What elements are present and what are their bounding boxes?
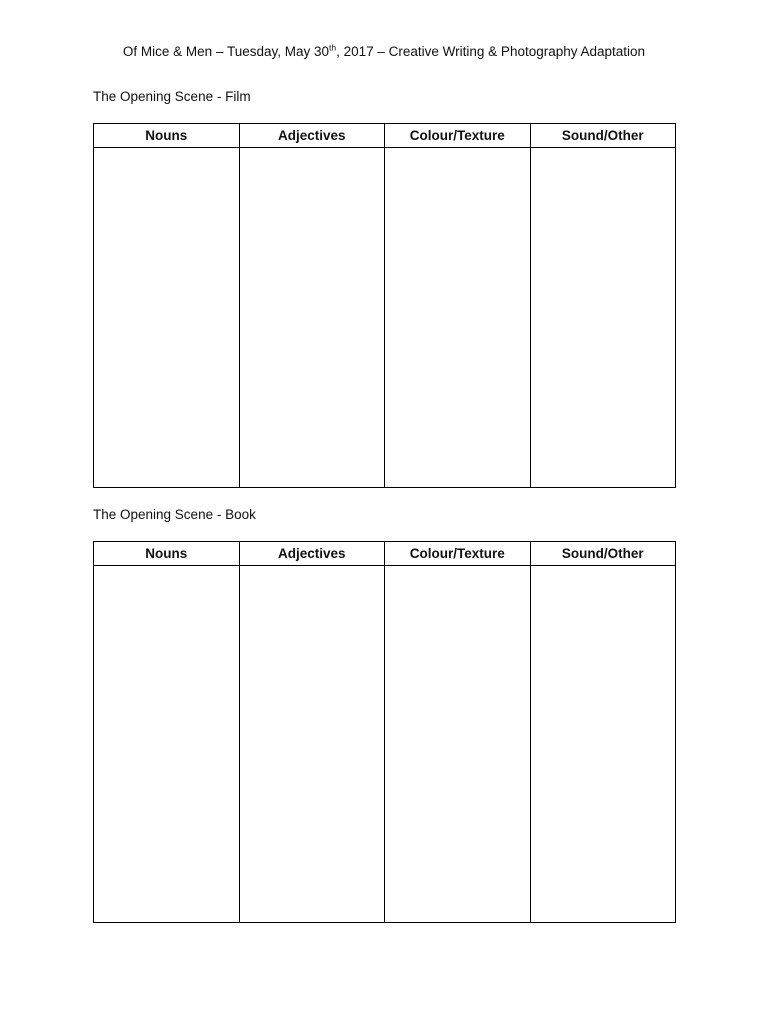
colour-texture-writing-cell[interactable] [385,566,531,923]
section-title-film: The Opening Scene - Film [93,89,251,104]
header-superscript: th [329,42,337,53]
nouns-writing-cell[interactable] [94,148,240,488]
column-header-sound-other: Sound/Other [530,542,676,566]
header-text-main: Of Mice & Men – Tuesday, May 30 [122,44,330,59]
column-header-sound-other: Sound/Other [530,124,676,148]
column-header-adjectives: Adjectives [239,542,385,566]
table-header-row [94,542,676,566]
section-title-book: The Opening Scene - Book [93,507,256,522]
column-header-adjectives: Adjectives [239,124,385,148]
table-row [94,566,676,923]
table-header-row [94,124,676,148]
table-row [94,148,676,488]
adjectives-writing-cell[interactable] [239,566,385,923]
adjectives-writing-cell[interactable] [239,148,385,488]
nouns-writing-cell[interactable] [94,566,240,923]
column-header-colour-texture: Colour/Texture [385,124,531,148]
sound-other-writing-cell[interactable] [530,148,676,488]
header-text-rest: , 2017 – Creative Writing & Photography Adaptation [336,44,646,59]
film-vocabulary-table [93,123,676,488]
page-header [0,42,768,62]
column-header-colour-texture: Colour/Texture [385,542,531,566]
column-header-nouns: Nouns [94,542,240,566]
book-vocabulary-table [93,541,676,923]
sound-other-writing-cell[interactable] [530,566,676,923]
colour-texture-writing-cell[interactable] [385,148,531,488]
column-header-nouns: Nouns [94,124,240,148]
